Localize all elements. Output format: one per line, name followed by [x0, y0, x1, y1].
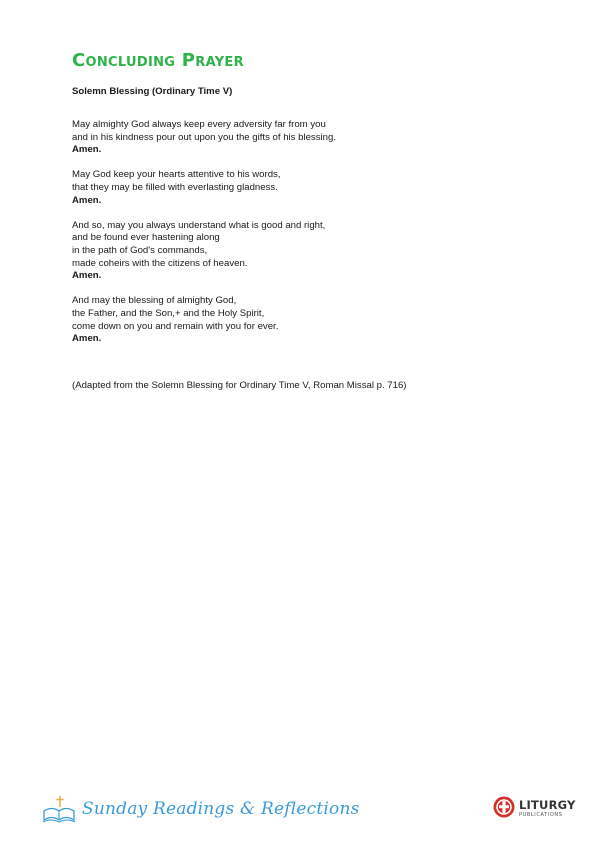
stanza-line: that they may be filled with everlasting gladness.	[72, 181, 278, 193]
liturgy-logo-icon	[493, 796, 515, 823]
stanza-line: And so, may you always understand what is good and right,	[72, 219, 326, 231]
footer-logo	[493, 797, 576, 821]
footer-brand	[42, 794, 360, 824]
page-title: Concluding Prayer	[72, 50, 244, 71]
stanza-line: and in his kindness pour out upon you the gifts of his blessing.	[72, 131, 336, 143]
stanza-4	[72, 295, 532, 345]
stanza-line: the Father, and the Son,+ and the Holy Spirit,	[72, 307, 265, 319]
stanza-line: May God keep your hearts attentive to his words,	[72, 169, 281, 181]
stanza-response: Amen.	[72, 144, 102, 156]
stanza-line: made coheirs with the citizens of heaven.	[72, 257, 248, 269]
stanza-line: May almighty God always keep every adversity far from you	[72, 119, 326, 130]
stanza-1	[72, 119, 532, 157]
footer-brand-text: Sunday Readings & Reflections	[82, 799, 360, 819]
logo-name: LITURGY	[519, 798, 576, 813]
stanza-response: Amen.	[72, 270, 102, 282]
logo-subtext: PUBLICATIONS	[519, 811, 563, 818]
stanza-2	[72, 169, 532, 207]
prayer-body	[72, 119, 532, 358]
prayer-subtitle: Solemn Blessing (Ordinary Time V)	[72, 86, 233, 97]
stanza-response: Amen.	[72, 194, 102, 206]
stanza-3	[72, 220, 532, 283]
stanza-line: And may the blessing of almighty God,	[72, 295, 237, 307]
source-note: (Adapted from the Solemn Blessing for Ordinary Time V, Roman Missal p. 716)	[72, 380, 407, 391]
stanza-line: and be found ever hastening along	[72, 232, 220, 244]
stanza-response: Amen.	[72, 333, 102, 345]
stanza-line: in the path of God's commands,	[72, 244, 208, 256]
stanza-line: come down on you and remain with you for ever.	[72, 320, 279, 332]
open-book-cross-icon	[42, 794, 76, 824]
